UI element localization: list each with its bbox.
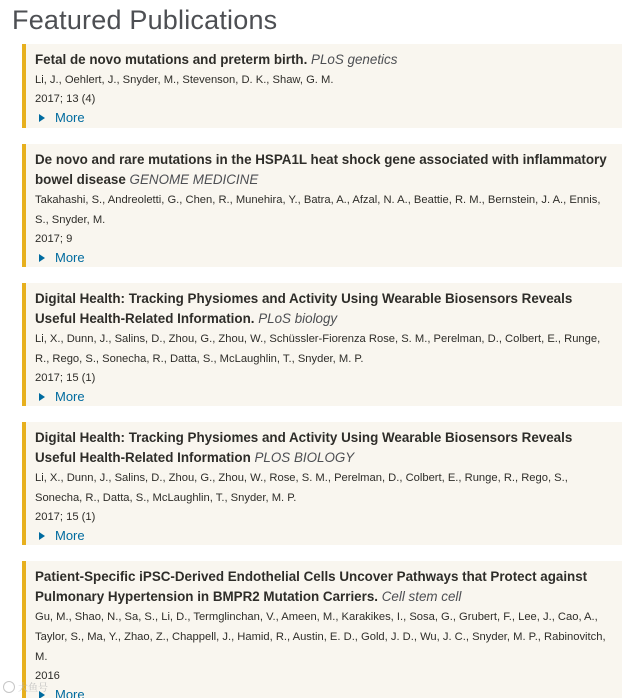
- more-label[interactable]: More: [55, 389, 85, 404]
- publication-authors: Gu, M., Shao, N., Sa, S., Li, D., Termglinchan, V., Ameen, M., Karakikes, I., Sosa, G., Grubert, F., Lee, J., Cao, A., Taylor, S., Ma, Y., Zhao, Z., Chappell, J., Hamid, R., Austin, E. D., Gold, J. D., Wu, J. C., Snyder, M. P., Rabinovitch, M.: [35, 611, 606, 663]
- publication-journal: PLoS biology: [258, 311, 338, 326]
- publication-journal: GENOME MEDICINE: [129, 172, 259, 187]
- publication-year: 2017; 15 (1): [35, 372, 96, 384]
- publication-authors: Li, X., Dunn, J., Salins, D., Zhou, G., Zhou, W., Rose, S. M., Perelman, D., Colbert, E., Runge, R., Rego, S., Sonecha, R., Datta, S., McLaughlin, T., Snyder, M. P.: [35, 472, 568, 504]
- publication-card: [22, 44, 622, 128]
- publication-authors: Li, J., Oehlert, J., Snyder, M., Stevenson, D. K., Shaw, G. M.: [35, 74, 334, 86]
- watermark-logo-icon: [3, 681, 15, 693]
- publication-title-line: [35, 50, 612, 70]
- publication-title[interactable]: Digital Health: Tracking Physiomes and Activity Using Wearable Biosensors Reveals Useful Health-Related Information.: [35, 291, 573, 326]
- publication-title-line: [35, 150, 612, 190]
- caret-right-icon: [39, 532, 45, 540]
- publication-title[interactable]: De novo and rare mutations in the HSPA1L heat shock gene associated with inflammatory bowel disease: [35, 152, 607, 187]
- more-label[interactable]: More: [55, 110, 85, 125]
- publication-journal: PLoS genetics: [311, 52, 398, 67]
- publication-title[interactable]: Patient-Specific iPSC-Derived Endothelial Cells Uncover Pathways that Protect against Pulmonary Hypertension in BMPR2 Mutation Carriers.: [35, 569, 588, 604]
- watermark-text: 大鱼号: [18, 683, 48, 694]
- publication-card: [22, 144, 622, 267]
- publication-year: 2016: [35, 670, 60, 682]
- caret-right-icon: [39, 114, 45, 122]
- publication-year: 2017; 15 (1): [35, 511, 96, 523]
- publication-journal: PLOS BIOLOGY: [254, 450, 355, 465]
- publication-year: 2017; 9: [35, 233, 73, 245]
- publication-title-line: [35, 428, 612, 468]
- publication-card: [22, 283, 622, 406]
- publication-authors: Takahashi, S., Andreoletti, G., Chen, R., Munehira, Y., Batra, A., Afzal, N. A., Beattie, R. M., Bernstein, J. A., Ennis, S., Snyder, M.: [35, 194, 601, 226]
- publication-journal: Cell stem cell: [381, 589, 462, 604]
- more-toggle[interactable]: [39, 248, 85, 268]
- publication-authors: Li, X., Dunn, J., Salins, D., Zhou, G., Zhou, W., Schüssler-Fiorenza Rose, S. M., Perelman, D., Colbert, E., Runge, R., Rego, S., Sonecha, R., Datta, S., McLaughlin, T., Snyder, M. P.: [35, 333, 601, 365]
- more-toggle[interactable]: [39, 108, 85, 128]
- publication-title[interactable]: Digital Health: Tracking Physiomes and Activity Using Wearable Biosensors Reveals Useful Health-Related Information: [35, 430, 573, 465]
- publication-list: [22, 44, 622, 698]
- more-toggle[interactable]: [39, 387, 85, 407]
- watermark: [3, 679, 48, 694]
- publication-title-line: [35, 567, 612, 607]
- publication-title-line: [35, 289, 612, 329]
- caret-right-icon: [39, 393, 45, 401]
- more-label[interactable]: More: [55, 687, 85, 698]
- caret-right-icon: [39, 254, 45, 262]
- section-heading: Featured Publications: [12, 5, 278, 35]
- publication-card: [22, 422, 622, 545]
- more-toggle[interactable]: [39, 526, 85, 546]
- publication-card: [22, 561, 622, 698]
- publication-title[interactable]: Fetal de novo mutations and preterm birth.: [35, 52, 308, 67]
- more-label[interactable]: More: [55, 250, 85, 265]
- more-label[interactable]: More: [55, 528, 85, 543]
- publication-year: 2017; 13 (4): [35, 93, 96, 105]
